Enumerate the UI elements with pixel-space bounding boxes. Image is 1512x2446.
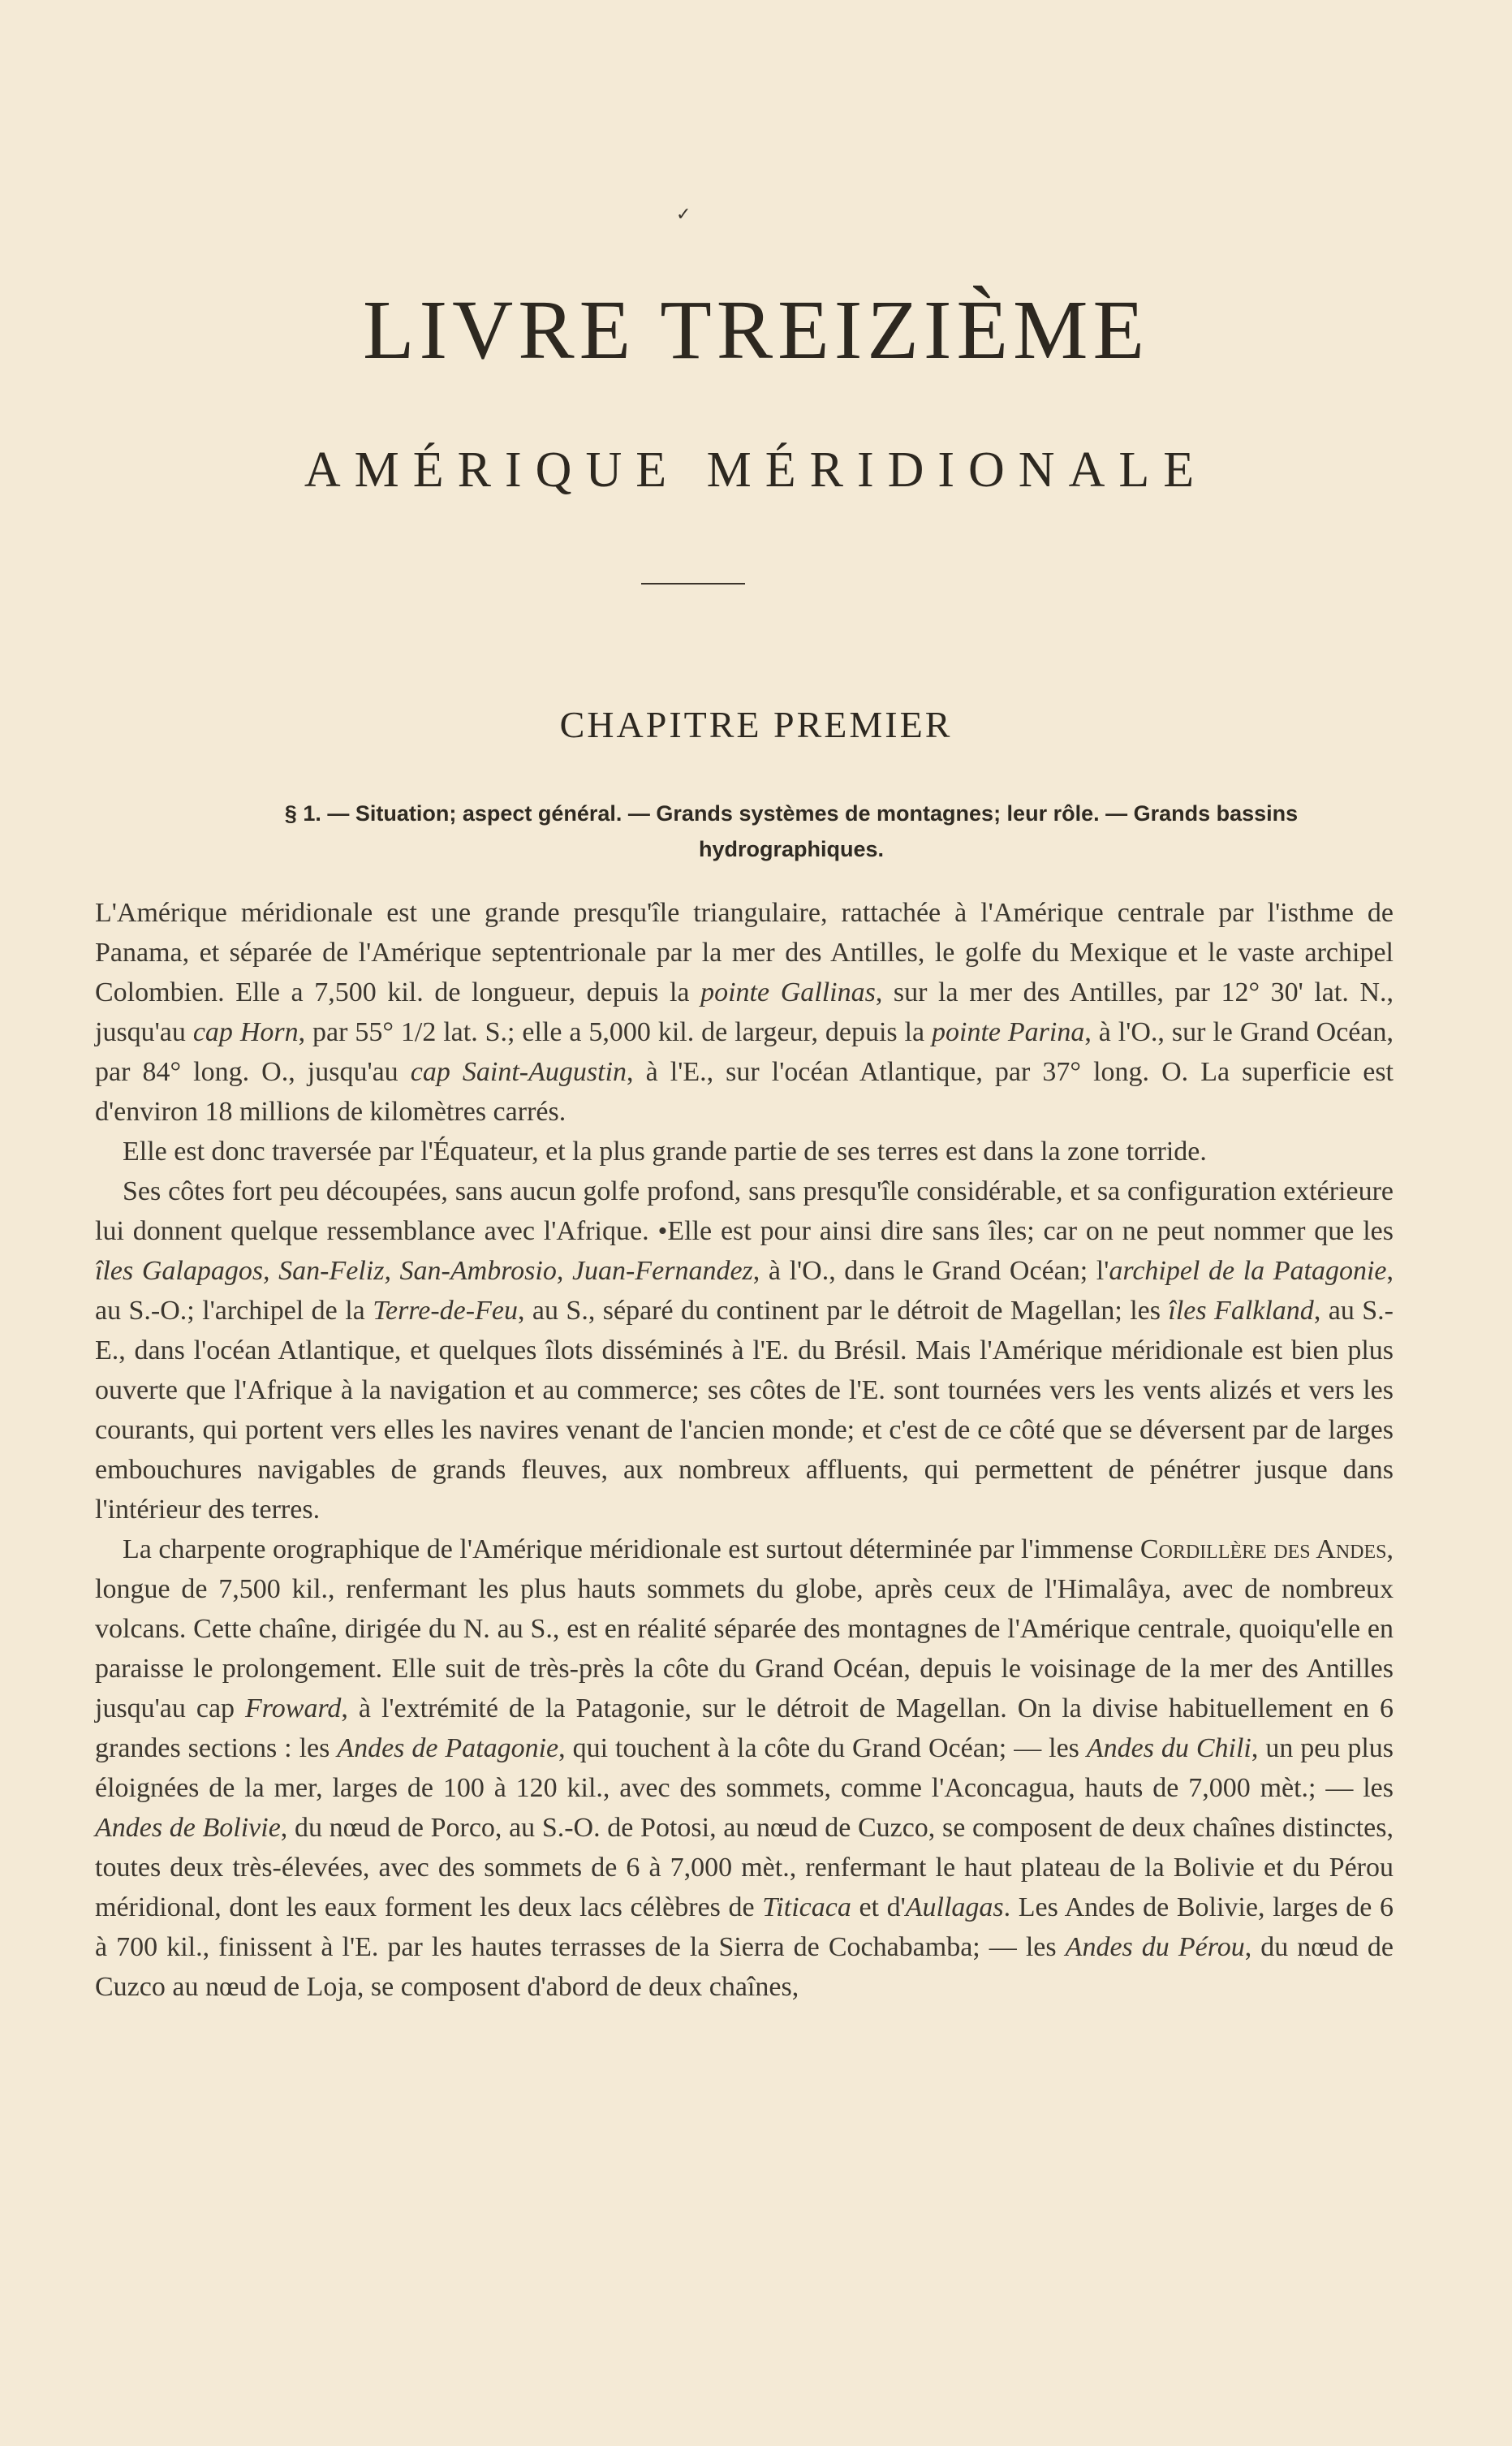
text-run: , à l'E., sur l'océan Atlantique, par 37° long. O. La superficie est d'environ 18 millions de kilomètres carrés. — [95, 1057, 1394, 1127]
paragraph-2: Elle est donc traversée par l'Équateur, et la plus grande partie de ses terres est dans la zone torride. — [123, 1137, 1207, 1167]
text-run: , à l'O., dans le Grand Océan; l' — [752, 1256, 1109, 1286]
place-name: pointe Parina — [932, 1017, 1085, 1047]
paragraph-4 — [95, 1529, 1394, 2007]
place-name: Froward — [245, 1693, 342, 1723]
place-name: cap Saint-Augustin — [410, 1057, 627, 1087]
text-run: , sur la mer des Antilles, par 12° 30' lat. N., jusqu'au — [95, 977, 1394, 1047]
text-run: , au S., séparé du continent par le détroit de Magellan; les — [517, 1296, 1169, 1326]
text-run: Ses côtes fort peu découpées, sans aucun golfe profond, sans presqu'île considérable, et sa configuration extérieure lui donnent quelque ressemblance avec l'Afrique. •Elle est pour ainsi dire sans îles; car on ne peut nommer que les — [95, 1176, 1394, 1246]
chapter-title: CHAPITRE PREMIER — [559, 704, 953, 745]
text-run: L'Amérique méridionale est une grande presqu'île triangulaire, rattachée à l'Amérique centrale par l'isthme de Panama, et séparée de l'Amérique septentrionale par la mer des Antilles, le golfe du Mexique et le vaste archipel Colombien. Elle a 7,500 kil. de longueur, depuis la — [95, 898, 1394, 1007]
text-run: , du nœud de Porco, au S.-O. de Potosi, au nœud de Cuzco, se composent de deux chaînes distinctes, toutes deux très-élevées, avec des sommets de 6 à 7,000 mèt., renfermant le haut plateau de la Bolivie et du Pérou méridional, dont les eaux forment les deux lacs célèbres de — [95, 1813, 1394, 1922]
body-text — [95, 893, 1394, 2007]
place-name: archipel de la Patagonie — [1109, 1256, 1387, 1286]
paragraph-3 — [95, 1171, 1394, 1529]
place-name: cap Horn — [192, 1017, 299, 1047]
place-name: Andes de Patagonie — [337, 1733, 559, 1763]
section-heading: § 1. — Situation; aspect général. — Grands systèmes de montagnes; leur rôle. — Grands bassins hydrographiques. — [284, 801, 1299, 861]
place-name: îles Galapagos, San-Feliz, San-Ambrosio, Juan-Fernandez — [95, 1256, 753, 1286]
part-subtitle: AMÉRIQUE MÉRIDIONALE — [304, 442, 1208, 498]
text-run: et d' — [851, 1892, 906, 1922]
place-name: Andes de Bolivie — [95, 1813, 281, 1843]
place-name: îles Falkland — [1168, 1296, 1314, 1326]
place-name: pointe Gallinas — [700, 977, 876, 1007]
text-run: , qui touchent à la côte du Grand Océan; — les — [558, 1733, 1087, 1763]
place-name: Andes du Pérou — [1065, 1932, 1245, 1962]
printer-mark: ✓ — [676, 204, 691, 224]
place-name: Titicaca — [762, 1892, 851, 1922]
text-run: . Les Andes de Bolivie, larges de 6 à 700 kil., finissent à l'E. par les hautes terrasses de la Sierra de Cochabamba; — les — [95, 1892, 1394, 1962]
place-name: Cordillère des Andes — [1139, 1534, 1387, 1564]
paragraph-1 — [95, 893, 1394, 1132]
place-name: Aullagas — [905, 1892, 1004, 1922]
text-run: , par 55° 1/2 lat. S.; elle a 5,000 kil. de largeur, depuis la — [298, 1017, 933, 1047]
text-run: , au S.-E., dans l'océan Atlantique, et quelques îlots disséminés à l'E. du Brésil. Mais l'Amérique méridionale est bien plus ouverte que l'Afrique à la navigation et au commerce; ses côtes de l'E. sont tournées vers les vents alizés et vers les courants, qui portent vers elles les navires venant de l'ancien monde; et c'est de ce côté que se déversent par de larges embouchures navigables de grands fleuves, aux nombreux affluents, qui permettent de pénétrer jusque dans l'intérieur des terres. — [95, 1296, 1394, 1525]
place-name: Terre-de-Feu — [373, 1296, 518, 1326]
text-run: , au S.-O.; l'archipel de la — [95, 1256, 1394, 1326]
text-run: , à l'O., sur le Grand Océan, par 84° long. O., jusqu'au — [95, 1017, 1394, 1087]
title-rule — [641, 583, 745, 585]
text-run: , à l'extrémité de la Patagonie, sur le détroit de Magellan. On la divise habituellement en 6 grandes sections : les — [95, 1693, 1394, 1763]
text-run: , un peu plus éloignées de la mer, larges de 100 à 120 kil., avec des sommets, comme l'Aconcagua, hauts de 7,000 mèt.; — les — [95, 1733, 1394, 1803]
book-title: LIVRE TREIZIÈME — [362, 283, 1150, 377]
text-run: , du nœud de Cuzco au nœud de Loja, se composent d'abord de deux chaînes, — [95, 1932, 1394, 2002]
text-run: , longue de 7,500 kil., renfermant les plus hauts sommets du globe, après ceux de l'Himalâya, avec de nombreux volcans. Cette chaîne, dirigée du N. au S., est en réalité séparée des montagnes de l'Amérique centrale, quoiqu'elle en paraisse le prolongement. Elle suit de très-près la côte du Grand Océan, depuis le voisinage de la mer des Antilles jusqu'au cap — [95, 1534, 1394, 1723]
text-run: La charpente orographique de l'Amérique méridionale est surtout déterminée par l'immense — [123, 1534, 1140, 1564]
place-name: Andes du Chili — [1086, 1733, 1251, 1763]
